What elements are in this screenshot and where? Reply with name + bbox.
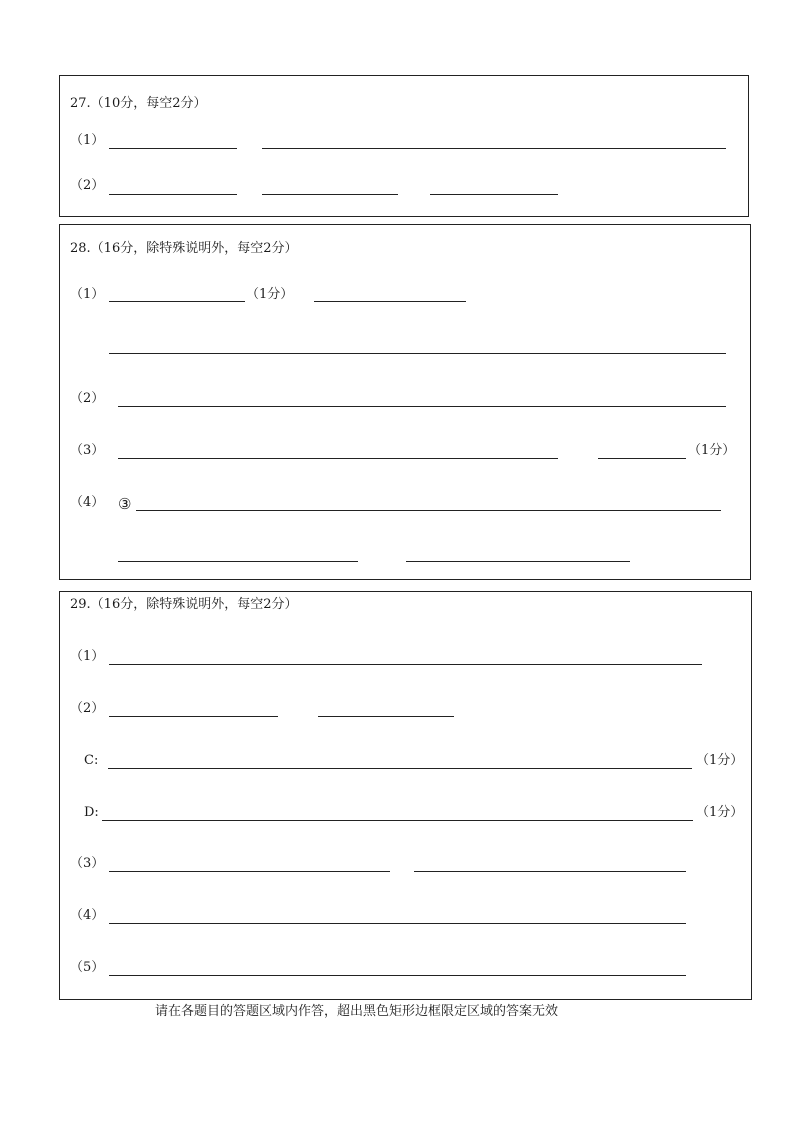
q29-c-one-point-note: （1分） [696, 753, 744, 768]
circled-three-marker: ③ [118, 495, 132, 513]
q28-3-blank-2[interactable] [598, 458, 686, 459]
q29-3-blank-1[interactable] [109, 871, 390, 872]
q29-c-blank[interactable] [108, 768, 692, 769]
q28-1-blank-3[interactable] [109, 353, 726, 354]
q28-item-3-label: （3） [70, 443, 105, 458]
q29-d-blank[interactable] [102, 820, 693, 821]
q27-item-1-label: （1） [70, 133, 105, 148]
q29-2-blank-1[interactable] [109, 716, 278, 717]
question-29-heading: 29.（16分，除特殊说明外，每空2分） [70, 597, 298, 612]
q28-2-blank[interactable] [118, 406, 726, 407]
q28-3-blank-1[interactable] [118, 458, 558, 459]
q27-1-blank-1[interactable] [109, 148, 237, 149]
q28-4-blank-1[interactable] [136, 510, 721, 511]
q28-4-blank-3[interactable] [406, 561, 630, 562]
q29-1-blank[interactable] [109, 664, 702, 665]
q29-c-label: C: [84, 753, 99, 768]
footer-notice: 请在各题目的答题区域内作答，超出黑色矩形边框限定区域的答案无效 [155, 1004, 559, 1019]
question-28-heading: 28.（16分，除特殊说明外，每空2分） [70, 241, 298, 256]
q28-item-2-label: （2） [70, 391, 105, 406]
q29-d-label: D: [84, 805, 99, 820]
q27-2-blank-2[interactable] [262, 194, 398, 195]
q29-2-blank-2[interactable] [318, 716, 454, 717]
question-28-box [59, 224, 751, 580]
q28-1-one-point-note: （1分） [246, 287, 294, 302]
q27-2-blank-1[interactable] [109, 194, 237, 195]
q28-item-4-label: （4） [70, 495, 105, 510]
q28-1-blank-1[interactable] [109, 301, 245, 302]
q28-4-blank-2[interactable] [118, 561, 358, 562]
q29-d-one-point-note: （1分） [696, 805, 744, 820]
q27-item-2-label: （2） [70, 178, 105, 193]
q29-item-4-label: （4） [70, 908, 105, 923]
q29-item-2-label: （2） [70, 701, 105, 716]
q29-item-3-label: （3） [70, 856, 105, 871]
q29-item-5-label: （5） [70, 960, 105, 975]
q29-4-blank[interactable] [109, 923, 686, 924]
q28-1-blank-2[interactable] [314, 301, 466, 302]
q28-item-1-label: （1） [70, 287, 105, 302]
q27-1-blank-2[interactable] [262, 148, 726, 149]
question-29-box [59, 591, 752, 1000]
question-27-heading: 27.（10分，每空2分） [70, 96, 207, 111]
q29-3-blank-2[interactable] [414, 871, 686, 872]
q29-item-1-label: （1） [70, 649, 105, 664]
q29-5-blank[interactable] [109, 975, 686, 976]
q27-2-blank-3[interactable] [430, 194, 558, 195]
q28-3-one-point-note: （1分） [688, 443, 736, 458]
